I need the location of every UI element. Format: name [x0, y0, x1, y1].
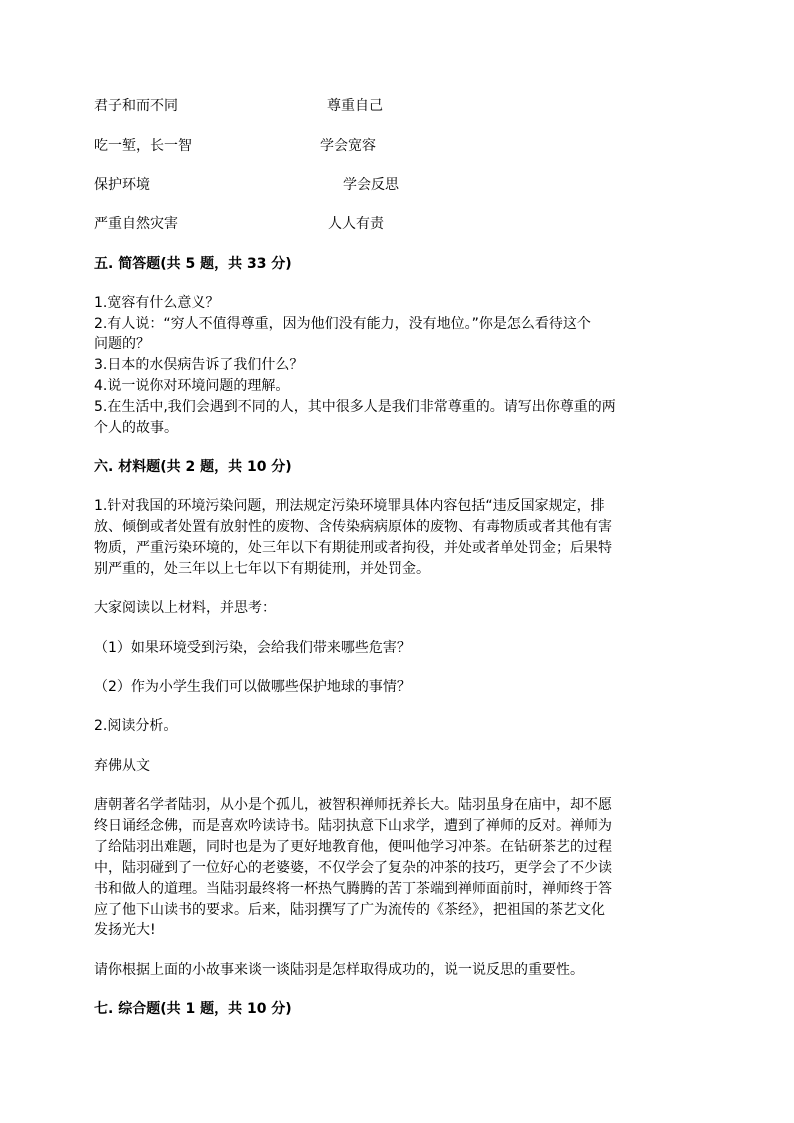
material-text: 1.针对我国的环境污染问题，刑法规定污染环境罪具体内容包括“违反国家规定，排 [94, 498, 605, 514]
story-title: 弃佛从文 [94, 758, 150, 774]
story-text: 应了他下山读书的要求。后来，陆羽撰写了广为流传的《茶经》，把祖国的茶艺文化 [94, 902, 605, 918]
match-left-2: 吃一堑，长一智 [94, 138, 192, 154]
sub-question: （2）作为小学生我们可以做哪些保护地球的事情？ [94, 679, 411, 695]
match-right-3: 学会反思 [343, 177, 399, 193]
story-text: 书和做人的道理。当陆羽最终将一杯热气腾腾的苦丁茶端到禅师面前时，禅师终于答 [94, 881, 612, 897]
material-text: 别严重的，处三年以上七年以下有期徒刑，并处罚金。 [94, 561, 430, 577]
story-text: 发扬光大! [94, 922, 156, 938]
story-text: 了给陆羽出难题，同时也是为了更好地教育他，便叫他学习冲茶。在钻研茶艺的过程 [94, 839, 612, 855]
question-text: 5.在生活中,我们会遇到不同的人，其中很多人是我们非常尊重的。请写出你尊重的两 [94, 399, 616, 415]
question-text: 3.日本的水俣病告诉了我们什么？ [94, 357, 304, 373]
question-text: 问题的？ [94, 336, 150, 352]
story-question: 请你根据上面的小故事来谈一谈陆羽是怎样取得成功的，说一说反思的重要性。 [94, 962, 584, 978]
story-text: 唐朝著名学者陆羽，从小是个孤儿，被智积禅师抚养长大。陆羽虽身在庙中，却不愿 [94, 797, 612, 813]
match-left-3: 保护环境 [94, 177, 150, 193]
story-text: 中，陆羽碰到了一位好心的老婆婆，不仅学会了复杂的冲茶的技巧，更学会了不少读 [94, 860, 612, 876]
question-label: 2.阅读分析。 [94, 718, 178, 734]
material-text: 物质，严重污染环境的，处三年以下有期徒刑或者拘役，并处或者单处罚金；后果特 [94, 540, 612, 556]
section-6-heading: 六. 材料题(共 2 题，共 10 分) [94, 459, 292, 475]
material-text: 放、倾倒或者处置有放射性的废物、含传染病病原体的废物、有毒物质或者其他有害 [94, 519, 612, 535]
sub-question: （1）如果环境受到污染，会给我们带来哪些危害？ [94, 640, 411, 656]
match-right-2: 学会宽容 [320, 138, 376, 154]
material-prompt: 大家阅读以上材料，并思考： [94, 600, 276, 616]
match-left-1: 君子和而不同 [94, 98, 178, 114]
question-text: 2.有人说：“穷人不值得尊重，因为他们没有能力，没有地位。”你是怎么看待这个 [94, 316, 591, 332]
story-text: 终日诵经念佛，而是喜欢吟读诗书。陆羽执意下山求学，遭到了禅师的反对。禅师为 [94, 818, 612, 834]
match-left-4: 严重自然灾害 [94, 216, 178, 232]
question-text: 1.宽容有什么意义？ [94, 295, 220, 311]
question-text: 个人的故事。 [94, 420, 178, 436]
section-5-heading: 五. 简答题(共 5 题，共 33 分) [94, 256, 292, 272]
match-right-1: 尊重自己 [327, 98, 383, 114]
question-text: 4.说一说你对环境问题的理解。 [94, 378, 290, 394]
section-7-heading: 七. 综合题(共 1 题，共 10 分) [94, 1001, 292, 1017]
match-right-4: 人人有责 [328, 216, 384, 232]
